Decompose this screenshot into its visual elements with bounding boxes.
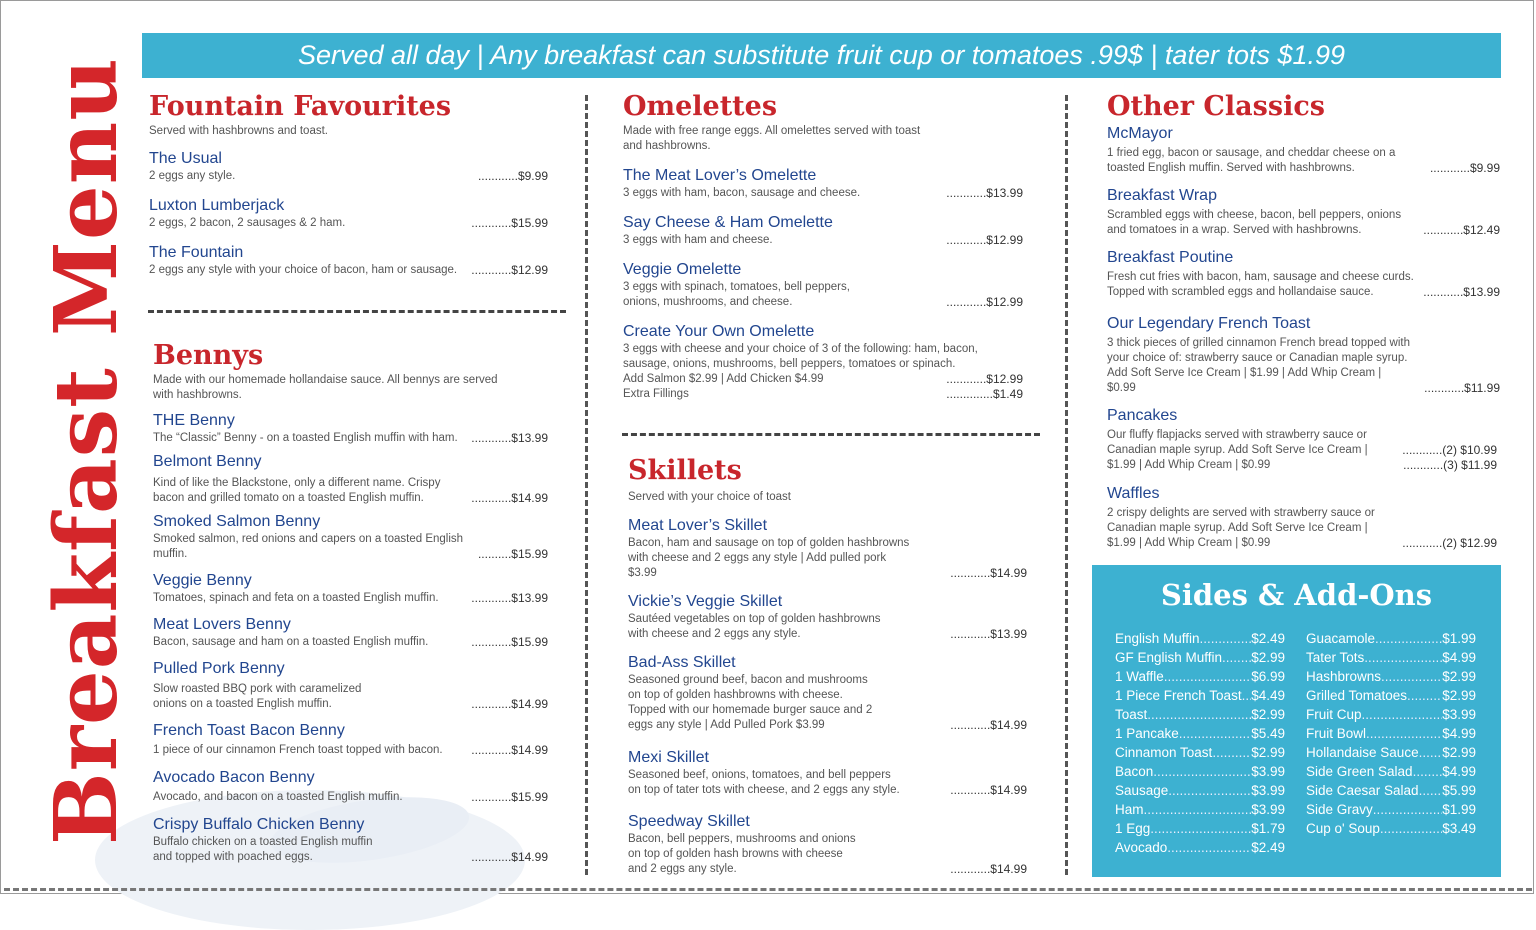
side-item: [1115, 781, 1285, 800]
side-item: [1115, 800, 1285, 819]
side-item-leader: [1153, 762, 1251, 781]
item-name: Bad-Ass Skillet: [628, 654, 736, 671]
section-skillets: [628, 456, 1027, 877]
item-description: 1 fried egg, bacon or sausage, and cheddar cheese on a toasted English muffin. Served with hashbrowns.: [1107, 147, 1396, 174]
item-price: ............$15.99: [471, 635, 548, 649]
item-price: ............$13.99: [1423, 285, 1500, 299]
item-name: Veggie Benny: [153, 572, 252, 589]
side-item-name: Bacon: [1115, 764, 1154, 779]
item-description: Bacon, sausage and ham on a toasted English muffin.: [153, 636, 429, 648]
menu-item: [153, 411, 548, 446]
section-subtitle: Made with free range eggs. All omelettes served with toast and hashbrowns.: [623, 125, 921, 152]
sides-title: Sides & Add-Ons: [1160, 578, 1433, 612]
item-name: Meat Lovers Benny: [153, 616, 291, 633]
side-item-price: $3.99: [1251, 802, 1285, 817]
side-item-price: $3.49: [1442, 821, 1476, 836]
item-price: ............(3) $11.99: [1403, 458, 1497, 472]
side-item-price: $1.99: [1442, 802, 1476, 817]
side-item: [1115, 762, 1285, 781]
side-item-price: $3.99: [1251, 783, 1285, 798]
item-name: THE Benny: [153, 412, 235, 429]
item-price: ............$13.99: [471, 431, 548, 445]
side-item: [1115, 667, 1285, 686]
item-description: 2 crispy delights are served with strawberry sauce or Canadian maple syrup. Add Soft Serve Ice Cream | $1.99 | Add Whip Cream | $0.99: [1107, 507, 1375, 549]
side-item-name: Cup o' Soup: [1306, 821, 1380, 836]
menu-item: [1107, 186, 1500, 238]
item-name: The Fountain: [149, 244, 244, 261]
side-item-leader: [1366, 724, 1442, 743]
menu-item: [628, 748, 1027, 798]
side-item-price: $2.49: [1251, 631, 1285, 646]
menu-item: [623, 260, 1023, 310]
item-extra: Extra Fillings: [623, 388, 689, 400]
menu-item: [1107, 124, 1500, 176]
item-description: 3 eggs with ham and cheese.: [623, 234, 773, 246]
side-item-price: $2.99: [1442, 745, 1476, 760]
side-item: [1306, 667, 1476, 686]
item-description: Smoked salmon, red onions and capers on a toasted English muffin.: [153, 533, 464, 560]
item-name: Meat Lover’s Skillet: [628, 517, 768, 534]
side-item-leader: [1362, 705, 1443, 724]
item-description: Bacon, bell peppers, mushrooms and onions on top of golden hash browns with cheese and 2 eggs any style.: [628, 833, 856, 875]
sides-panel: [1092, 565, 1501, 877]
section-title: Other Classics: [1107, 91, 1325, 122]
section-divider: [148, 310, 566, 313]
side-item-price: $3.99: [1251, 764, 1285, 779]
item-description: 3 eggs with cheese and your choice of 3 of the following: ham, bacon, sausage, onions, mushrooms, bell peppers, tomatoes or spinach.: [623, 343, 978, 370]
item-name: Our Legendary French Toast: [1107, 315, 1311, 332]
menu-item: [628, 812, 1027, 877]
item-name: Luxton Lumberjack: [149, 197, 285, 214]
item-extra-price: ..............$1.49: [946, 387, 1023, 401]
side-item-name: English Muffin: [1115, 631, 1200, 646]
side-item-name: Grilled Tomatoes: [1306, 688, 1408, 703]
side-item-price: $4.99: [1442, 764, 1476, 779]
section-divider: [622, 433, 1040, 436]
side-item-price: $2.49: [1251, 840, 1285, 855]
section-subtitle: Served with your choice of toast: [628, 491, 791, 503]
section-title: Bennys: [153, 340, 264, 371]
item-description: Seasoned ground beef, bacon and mushrooms on top of golden hashbrowns with cheese. Topped with our homemade burger sauce and 2 eggs any style | Add Pulled Pork $3.99: [628, 674, 873, 731]
bottom-divider: [4, 888, 1532, 891]
menu-item: [1107, 406, 1497, 473]
section-omelettes: [623, 92, 1023, 402]
item-description: Avocado, and bacon on a toasted English muffin.: [153, 791, 403, 803]
side-item-name: Cinnamon Toast: [1115, 745, 1213, 760]
sides-list-right: [1306, 629, 1476, 838]
item-price: ............$14.99: [950, 718, 1027, 732]
side-item: [1115, 629, 1285, 648]
column-divider: [585, 95, 588, 875]
sides-list-left: [1115, 629, 1285, 857]
item-price: ............$15.99: [471, 790, 548, 804]
side-item: [1115, 705, 1285, 724]
side-item-price: $5.99: [1442, 783, 1476, 798]
item-name: Smoked Salmon Benny: [153, 513, 321, 530]
menu-item: [149, 149, 548, 184]
side-item: [1306, 629, 1476, 648]
item-price: ............$14.99: [471, 850, 548, 864]
item-description: 3 eggs with spinach, tomatoes, bell peppers, onions, mushrooms, and cheese.: [623, 281, 850, 308]
item-price: ............$13.99: [471, 591, 548, 605]
side-item-name: Side Caesar Salad: [1306, 783, 1419, 798]
item-price: ............$13.99: [950, 627, 1027, 641]
side-item-price: $2.99: [1442, 688, 1476, 703]
side-item-price: $4.49: [1251, 688, 1285, 703]
menu-item: [628, 516, 1027, 581]
column-divider: [1065, 95, 1068, 875]
item-name: Veggie Omelette: [623, 261, 742, 278]
side-item-name: Side Gravy: [1306, 802, 1373, 817]
item-name: Say Cheese & Ham Omelette: [623, 214, 833, 231]
item-price: ............$14.99: [471, 491, 548, 505]
side-item-leader: [1242, 686, 1252, 705]
menu-item: [623, 322, 1023, 402]
side-item: [1115, 743, 1285, 762]
side-item-leader: [1212, 743, 1251, 762]
item-description: Fresh cut fries with bacon, ham, sausage and cheese curds. Topped with scrambled eggs and hollandaise sauce.: [1107, 271, 1414, 298]
item-price: ............$9.99: [477, 169, 548, 183]
side-item: [1115, 686, 1285, 705]
item-description: 3 thick pieces of grilled cinnamon French bread topped with your choice of: strawberry sauce or Canadian maple syrup. Add Soft Serve Ice Cream | $1.99 | Add Whip Cream | $0.99: [1107, 337, 1411, 394]
section-bennys: [153, 341, 548, 865]
side-item-name: 1 Waffle: [1115, 669, 1164, 684]
section-subtitle: Served with hashbrowns and toast.: [149, 125, 328, 137]
side-item: [1306, 686, 1476, 705]
side-item-name: Fruit Cup: [1306, 707, 1362, 722]
side-item: [1306, 781, 1476, 800]
side-item-leader: [1380, 819, 1442, 838]
side-item-name: Hollandaise Sauce: [1306, 745, 1419, 760]
side-item-leader: [1164, 667, 1251, 686]
menu-item: [153, 659, 548, 712]
item-addons: Add Salmon $2.99 | Add Chicken $4.99: [623, 373, 824, 385]
menu-item: [153, 721, 548, 758]
menu-item: [153, 815, 548, 865]
item-price: ............(2) $10.99: [1402, 443, 1497, 457]
side-item-leader: [1364, 648, 1442, 667]
item-description: Seasoned beef, onions, tomatoes, and bell peppers on top of tater tots with cheese, and 2 eggs any style.: [628, 769, 900, 796]
side-item-price: $5.49: [1251, 726, 1285, 741]
item-name: French Toast Bacon Benny: [153, 722, 345, 739]
item-price: ............$15.99: [471, 216, 548, 230]
item-price: ............$14.99: [950, 862, 1027, 876]
item-name: Vickie’s Veggie Skillet: [628, 593, 783, 610]
section-title: Fountain Favourites: [149, 91, 452, 122]
side-item-price: $2.99: [1442, 669, 1476, 684]
item-description: Bacon, ham and sausage on top of golden hashbrowns with cheese and 2 eggs any style | Add pulled pork $3.99: [628, 537, 910, 579]
side-item-price: $2.99: [1251, 745, 1285, 760]
menu-title: Breakfast Menu: [36, 57, 137, 845]
item-description: Slow roasted BBQ pork with caramelized onions on a toasted English muffin.: [153, 683, 362, 710]
item-description: 1 piece of our cinnamon French toast topped with bacon.: [153, 744, 443, 756]
item-price: ............$14.99: [950, 783, 1027, 797]
side-item-name: Hashbrowns: [1306, 669, 1382, 684]
side-item-name: 1 Piece French Toast: [1115, 688, 1242, 703]
side-item-price: $1.79: [1251, 821, 1285, 836]
menu-item: [153, 768, 548, 805]
item-price: ............$14.99: [471, 743, 548, 757]
side-item: [1306, 648, 1476, 667]
side-item-leader: [1179, 724, 1251, 743]
side-item-name: Sausage: [1115, 783, 1169, 798]
side-item-price: $6.99: [1251, 669, 1285, 684]
item-name: McMayor: [1107, 125, 1173, 142]
menu-item: [153, 571, 548, 606]
side-item-leader: [1150, 819, 1251, 838]
item-price: ............$12.99: [471, 263, 548, 277]
side-item-price: $1.99: [1442, 631, 1476, 646]
item-name: The Usual: [149, 150, 222, 167]
side-item-leader: [1419, 781, 1443, 800]
item-price: ..........$15.99: [477, 547, 548, 561]
side-item: [1115, 838, 1285, 857]
side-item-name: Tater Tots: [1306, 650, 1365, 665]
item-name: Belmont Benny: [153, 453, 262, 470]
side-item-name: 1 Egg: [1115, 821, 1151, 836]
item-name: Pulled Pork Benny: [153, 660, 285, 677]
side-item-name: GF English Muffin: [1115, 650, 1223, 665]
side-item-leader: [1167, 838, 1251, 857]
side-item: [1115, 819, 1285, 838]
item-description: Scrambled eggs with cheese, bacon, bell peppers, onions and tomatoes in a wrap. Served with hashbrowns.: [1107, 209, 1402, 236]
menu-item: [1107, 314, 1500, 396]
menu-item: [149, 196, 548, 231]
side-item-leader: [1168, 781, 1251, 800]
side-item-price: $2.99: [1251, 707, 1285, 722]
item-price: ............$14.99: [950, 566, 1027, 580]
side-item: [1306, 724, 1476, 743]
menu-item: [149, 243, 548, 278]
side-item-leader: [1375, 629, 1442, 648]
side-item-leader: [1200, 629, 1252, 648]
item-price: ............(2) $12.99: [1402, 536, 1497, 550]
item-description: 3 eggs with ham, bacon, sausage and cheese.: [623, 187, 861, 199]
side-item-leader: [1144, 800, 1252, 819]
item-price: ............$12.49: [1423, 223, 1500, 237]
menu-item: [623, 166, 1023, 201]
item-name: Breakfast Poutine: [1107, 249, 1234, 266]
item-description: Tomatoes, spinach and feta on a toasted English muffin.: [153, 592, 439, 604]
menu-item: [1107, 248, 1500, 300]
side-item-price: $3.99: [1442, 707, 1476, 722]
side-item-price: $4.99: [1442, 726, 1476, 741]
side-item-name: Fruit Bowl: [1306, 726, 1367, 741]
section-title: Skillets: [628, 455, 742, 486]
item-description: Kind of like the Blackstone, only a different name. Crispy bacon and grilled tomato on a toasted English muffin.: [153, 477, 441, 504]
side-item-leader: [1413, 762, 1443, 781]
side-item: [1115, 724, 1285, 743]
side-item: [1115, 648, 1285, 667]
item-name: Mexi Skillet: [628, 749, 709, 766]
menu-item: [628, 592, 1027, 642]
item-price: ............$11.99: [1424, 381, 1500, 395]
item-name: Create Your Own Omelette: [623, 323, 815, 340]
item-description: 2 eggs any style with your choice of bacon, ham or sausage.: [149, 264, 458, 276]
item-price: ............$12.99: [946, 233, 1023, 247]
side-item: [1306, 762, 1476, 781]
side-item-name: 1 Pancake: [1115, 726, 1179, 741]
item-description: The “Classic” Benny - on a toasted English muffin with ham.: [153, 432, 458, 444]
side-item-leader: [1373, 800, 1442, 819]
menu-item: [623, 213, 1023, 248]
side-item: [1306, 743, 1476, 762]
side-item-leader: [1381, 667, 1442, 686]
item-price: ............$12.99: [946, 295, 1023, 309]
side-item: [1306, 800, 1476, 819]
item-description: Our fluffy flapjacks served with strawberry sauce or Canadian maple syrup. Add Soft Serve Ice Cream | $1.99 | Add Whip Cream | $0.99: [1107, 429, 1368, 471]
section-subtitle: Made with our homemade hollandaise sauce. All bennys are served with hashbrowns.: [153, 374, 498, 401]
side-item-name: Toast: [1115, 707, 1148, 722]
item-name: Breakfast Wrap: [1107, 187, 1217, 204]
side-item-name: Avocado: [1115, 840, 1168, 855]
side-item-leader: [1147, 705, 1251, 724]
section-other-classics: [1107, 92, 1500, 551]
item-description: Buffalo chicken on a toasted English muffin and topped with poached eggs.: [153, 836, 373, 863]
item-description: 2 eggs, 2 bacon, 2 sausages & 2 ham.: [149, 217, 346, 229]
menu-item: [1107, 484, 1497, 551]
item-name: Avocado Bacon Benny: [153, 769, 315, 786]
item-description: Sautéed vegetables on top of golden hashbrowns with cheese and 2 eggs any style.: [628, 613, 881, 640]
side-item-name: Guacamole: [1306, 631, 1376, 646]
item-name: Crispy Buffalo Chicken Benny: [153, 816, 365, 833]
side-item-name: Ham: [1115, 802, 1144, 817]
side-item-name: Side Green Salad: [1306, 764, 1413, 779]
side-item-price: $4.99: [1442, 650, 1476, 665]
item-name: Waffles: [1107, 485, 1160, 502]
item-name: The Meat Lover’s Omelette: [623, 167, 817, 184]
side-item: [1306, 705, 1476, 724]
item-price: ............$14.99: [471, 697, 548, 711]
menu-item: [153, 452, 548, 506]
side-item-price: $2.99: [1251, 650, 1285, 665]
menu-item: [153, 512, 548, 562]
section-fountain-favourites: [149, 92, 548, 278]
side-item-leader: [1407, 686, 1442, 705]
item-name: Speedway Skillet: [628, 813, 750, 830]
banner: Served all day | Any breakfast can substitute fruit cup or tomatoes .99$ | tater tots $1.99: [142, 33, 1501, 78]
item-price: ............$9.99: [1429, 161, 1500, 175]
side-item-leader: [1222, 648, 1251, 667]
item-price: ............$13.99: [946, 186, 1023, 200]
item-price: ............$12.99: [946, 372, 1023, 386]
section-title: Omelettes: [623, 91, 778, 122]
menu-item: [628, 653, 1027, 733]
item-description: 2 eggs any style.: [149, 170, 236, 182]
item-name: Pancakes: [1107, 407, 1178, 424]
side-item: [1306, 819, 1476, 838]
menu-item: [153, 615, 548, 650]
side-item-leader: [1419, 743, 1443, 762]
